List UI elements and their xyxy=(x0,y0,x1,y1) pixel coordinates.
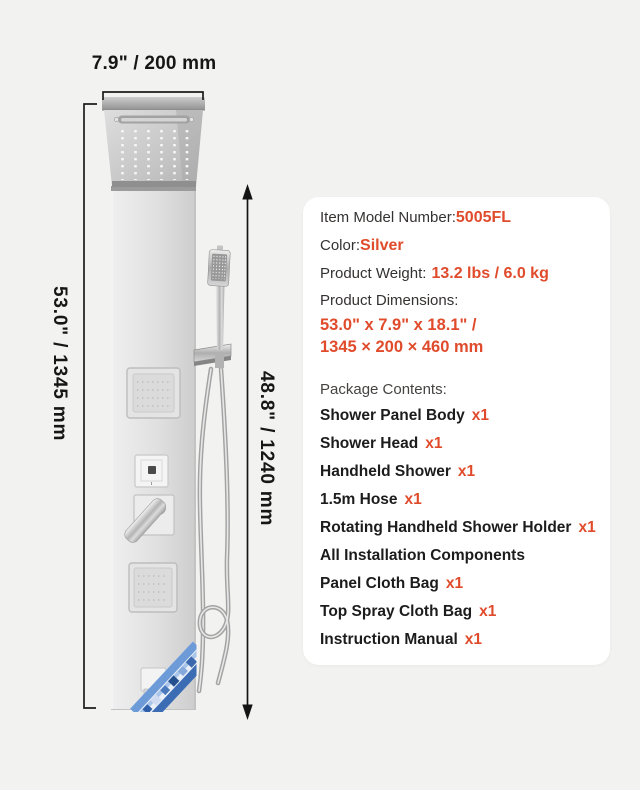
spec-weight-row xyxy=(320,260,593,288)
package-item-qty: x1 xyxy=(425,435,443,452)
package-item xyxy=(320,626,593,654)
panel-height-dimension-label: 48.8" / 1240 mm xyxy=(256,371,277,527)
width-dimension-label: 7.9" / 200 mm xyxy=(91,53,217,74)
package-contents-heading: Package Contents: xyxy=(320,381,447,398)
package-item-qty: x1 xyxy=(464,631,483,648)
package-item-qty: x1 xyxy=(471,407,489,424)
handheld-shower xyxy=(194,245,231,368)
package-item xyxy=(320,430,593,458)
total-height-dimension-label: 53.0" / 1345 mm xyxy=(49,286,70,442)
total-height-line-icon xyxy=(84,104,97,708)
spec-dimensions-label: Product Dimensions: xyxy=(320,292,459,309)
package-item-name: All Installation Components xyxy=(320,547,525,564)
package-item xyxy=(320,514,596,542)
diverter-knob xyxy=(135,455,168,487)
package-item xyxy=(320,486,593,514)
package-item-name: 1.5m Hose xyxy=(320,491,398,508)
spec-color-row xyxy=(320,232,593,260)
package-item xyxy=(320,570,593,598)
panel-body xyxy=(111,186,196,710)
shower-hose xyxy=(199,369,228,691)
spec-weight-label: Product Weight: xyxy=(320,265,427,282)
spec-model-row xyxy=(320,204,593,232)
spec-dimensions-block xyxy=(320,288,593,358)
package-item-qty: x1 xyxy=(457,463,476,480)
spec-dimensions-mm: 1345 × 200 × 460 mm xyxy=(320,338,484,356)
package-item-qty: x1 xyxy=(479,603,497,620)
spec-color-label: Color: xyxy=(320,237,361,254)
body-jet-lower xyxy=(129,563,177,612)
package-item-name: Handheld Shower xyxy=(320,463,451,480)
shower-head xyxy=(102,97,205,187)
package-item-qty: x1 xyxy=(578,519,596,536)
package-item xyxy=(320,542,593,570)
spec-weight-value: 13.2 lbs / 6.0 kg xyxy=(431,265,549,282)
package-item-name: Shower Head xyxy=(320,435,419,452)
package-item-name: Rotating Handheld Shower Holder xyxy=(320,519,572,536)
package-item-qty: x1 xyxy=(445,575,464,592)
package-item-name: Top Spray Cloth Bag xyxy=(320,603,473,620)
package-item xyxy=(320,598,593,626)
spec-model-label: Item Model Number: xyxy=(320,209,456,226)
spec-color-value: Silver xyxy=(360,237,404,254)
package-item xyxy=(320,458,593,486)
spec-model-value: 5005FL xyxy=(455,209,512,226)
package-item-name: Panel Cloth Bag xyxy=(320,575,439,592)
product-info-card xyxy=(303,197,610,665)
package-item-qty: x1 xyxy=(404,491,422,508)
package-item xyxy=(320,402,593,430)
body-jet-upper xyxy=(127,368,180,418)
package-item-name: Shower Panel Body xyxy=(320,407,465,424)
package-item-name: Instruction Manual xyxy=(320,631,458,648)
panel-height-arrow-icon xyxy=(242,184,252,720)
spec-dimensions-inches: 53.0" x 7.9" x 18.1" / xyxy=(320,316,477,334)
